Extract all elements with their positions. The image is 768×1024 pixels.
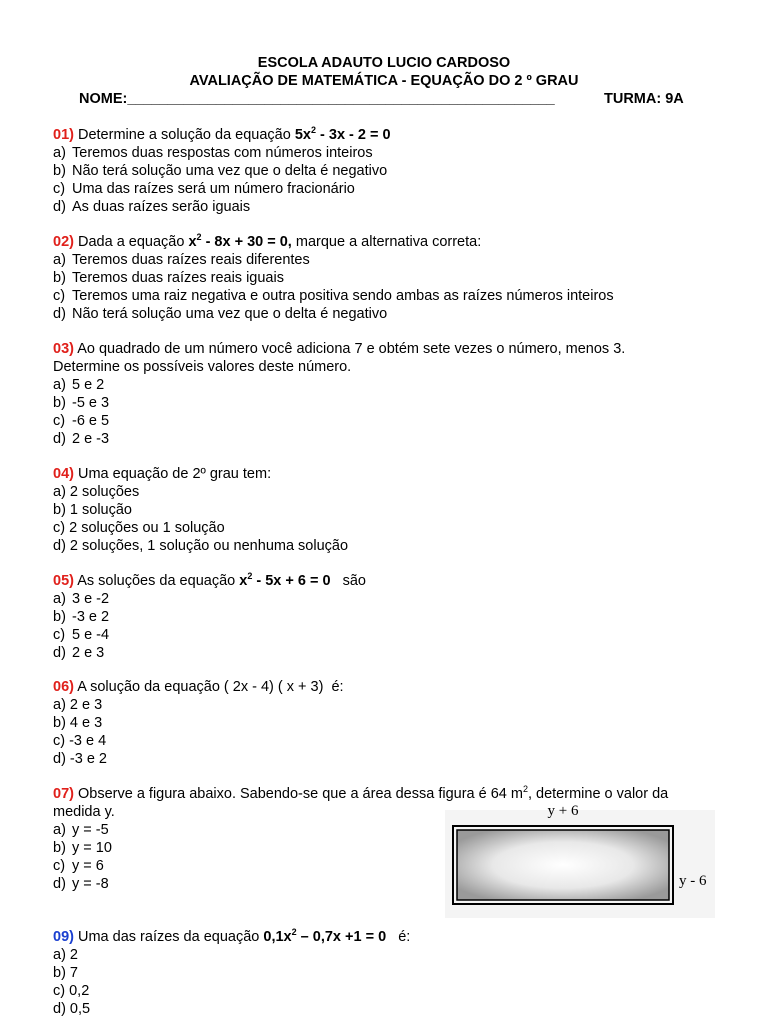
equation-part: x	[188, 234, 197, 250]
option-letter: a)	[53, 377, 66, 393]
question-text: , determine o valor da	[527, 786, 669, 802]
option-a: a) 2	[53, 947, 78, 963]
exponent: 2	[291, 927, 297, 938]
rectangle-figure-svg	[445, 798, 715, 918]
equation-part: - 5x + 6 = 0	[252, 573, 331, 589]
option-text: 2 e -3	[72, 431, 110, 447]
option-letter: b)	[53, 395, 66, 411]
option-letter: b)	[53, 163, 66, 179]
class-label: TURMA: 9A	[604, 91, 684, 107]
question-number: 02)	[53, 234, 74, 250]
question-text: Dada a equação	[73, 234, 189, 250]
question-06	[53, 678, 723, 768]
question-text: são	[330, 573, 366, 589]
option-a	[53, 590, 723, 608]
option-letter: d)	[53, 306, 66, 322]
option-c	[53, 287, 723, 305]
question-text: As soluções da equação	[73, 573, 240, 589]
equation	[239, 573, 330, 589]
question-stem	[53, 340, 723, 358]
question-number: 04)	[53, 466, 74, 482]
option-text: -5 e 3	[72, 395, 110, 411]
option-b: b) 7	[53, 965, 78, 981]
option-b	[53, 162, 723, 180]
option-b	[53, 608, 723, 626]
student-info-line	[79, 90, 699, 108]
option-d	[53, 305, 723, 323]
option-c: c) 0,2	[53, 983, 90, 999]
option-text: Teremos duas raízes reais iguais	[72, 270, 284, 286]
question-text: marque a alternativa correta:	[291, 234, 482, 250]
option-a	[53, 144, 723, 162]
question-text: Determine a solução da equação	[73, 127, 295, 143]
question-09	[53, 928, 723, 1018]
equation-part: - 3x - 2 = 0	[316, 127, 391, 143]
question-number: 09)	[53, 929, 74, 945]
option-text: 5 e 2	[72, 377, 105, 393]
question-text: Uma equação de 2º grau tem:	[73, 466, 272, 482]
equation-part: 5x	[294, 127, 311, 143]
option-text: As duas raízes serão iguais	[72, 199, 251, 215]
option-b	[53, 394, 723, 412]
option-letter: d)	[53, 199, 66, 215]
option-d: d) -3 e 2	[53, 751, 107, 767]
option-a	[53, 251, 723, 269]
exponent: 2	[522, 784, 528, 795]
option-text: 2 e 3	[72, 645, 105, 661]
option-letter: d)	[53, 645, 66, 661]
question-03	[53, 340, 723, 448]
question-stem	[53, 928, 723, 946]
option-text: 5 e -4	[72, 627, 110, 643]
option-a	[53, 376, 723, 394]
option-a: a) 2 e 3	[53, 697, 103, 713]
option-d	[53, 644, 723, 662]
option-letter: a)	[53, 822, 66, 838]
question-04	[53, 465, 723, 555]
question-text: Observe a figura abaixo. Sabendo-se que a área dessa figura é 64 m	[73, 786, 523, 802]
option-letter: c)	[53, 288, 66, 304]
equation-part: - 8x + 30 = 0,	[201, 234, 292, 250]
option-letter: b)	[53, 270, 66, 286]
option-c	[53, 626, 723, 644]
question-text-line-2: medida y.	[53, 804, 115, 820]
option-text: Não terá solução uma vez que o delta é negativo	[72, 163, 388, 179]
option-letter: a)	[53, 145, 66, 161]
option-letter: a)	[53, 252, 66, 268]
option-c: c) -3 e 4	[53, 733, 107, 749]
option-letter: c)	[53, 181, 66, 197]
option-c: c) 2 soluções ou 1 solução	[53, 520, 225, 536]
option-d: d) 0,5	[53, 1001, 91, 1017]
question-02	[53, 233, 723, 323]
option-a: a) 2 soluções	[53, 484, 140, 500]
option-text: y = -5	[72, 822, 109, 838]
question-text: Uma das raízes da equação	[73, 929, 264, 945]
option-text: Teremos duas respostas com números inteiros	[72, 145, 373, 161]
question-stem	[53, 678, 723, 696]
name-field-label: NOME:_____________________________________________________	[79, 91, 555, 107]
top-side-label: y + 6	[547, 803, 579, 819]
option-b: b) 4 e 3	[53, 715, 103, 731]
option-text: Não terá solução uma vez que o delta é negativo	[72, 306, 388, 322]
option-text: y = 10	[72, 840, 112, 856]
equation	[295, 127, 391, 143]
rectangle-figure	[445, 798, 715, 918]
option-text: y = 6	[72, 858, 104, 874]
question-stem	[53, 233, 723, 251]
exponent: 2	[196, 232, 202, 243]
option-letter: d)	[53, 431, 66, 447]
option-text: -6 e 5	[72, 413, 110, 429]
option-letter: b)	[53, 609, 66, 625]
option-c	[53, 180, 723, 198]
option-letter: c)	[53, 627, 66, 643]
equation	[263, 929, 386, 945]
option-letter: c)	[53, 858, 66, 874]
question-number: 05)	[53, 573, 74, 589]
option-text: Uma das raízes será um número fracionário	[72, 181, 355, 197]
equation-part: – 0,7x +1 = 0	[296, 929, 387, 945]
option-letter: a)	[53, 591, 66, 607]
equation-part: x	[239, 573, 248, 589]
question-text-line-2: Determine os possíveis valores deste número.	[53, 359, 352, 375]
exponent: 2	[247, 571, 253, 582]
option-text: -3 e 2	[72, 609, 110, 625]
question-stem	[53, 465, 723, 483]
right-side-label: y - 6	[679, 873, 707, 889]
option-text: 3 e -2	[72, 591, 110, 607]
question-05	[53, 572, 723, 662]
option-text: Teremos duas raízes reais diferentes	[72, 252, 310, 268]
equation	[188, 234, 291, 250]
question-number: 01)	[53, 127, 74, 143]
option-b	[53, 269, 723, 287]
option-d	[53, 430, 723, 448]
option-d: d) 2 soluções, 1 solução ou nenhuma solução	[53, 538, 349, 554]
question-text: A solução da equação ( 2x - 4) ( x + 3) é:	[73, 679, 344, 695]
inner-rectangle	[457, 830, 669, 900]
question-stem	[53, 572, 723, 590]
equation-part: 0,1x	[263, 929, 292, 945]
option-d	[53, 198, 723, 216]
exam-title: AVALIAÇÃO DE MATEMÁTICA - EQUAÇÃO DO 2 º GRAU	[189, 73, 579, 89]
option-text: Teremos uma raiz negativa e outra positiva sendo ambas as raízes números inteiros	[72, 288, 614, 304]
school-name: ESCOLA ADAUTO LUCIO CARDOSO	[257, 55, 511, 71]
question-01	[53, 126, 723, 216]
question-text: Ao quadrado de um número você adiciona 7 e obtém sete vezes o número, menos 3.	[73, 341, 626, 357]
option-text: y = -8	[72, 876, 109, 892]
option-letter: d)	[53, 876, 66, 892]
question-number: 06)	[53, 679, 74, 695]
option-b: b) 1 solução	[53, 502, 132, 518]
question-number: 07)	[53, 786, 74, 802]
option-c	[53, 412, 723, 430]
option-letter: c)	[53, 413, 66, 429]
question-number: 03)	[53, 341, 74, 357]
question-stem	[53, 126, 723, 144]
exponent: 2	[310, 125, 316, 136]
option-letter: b)	[53, 840, 66, 856]
exam-header	[0, 54, 768, 90]
question-text: é:	[386, 929, 411, 945]
